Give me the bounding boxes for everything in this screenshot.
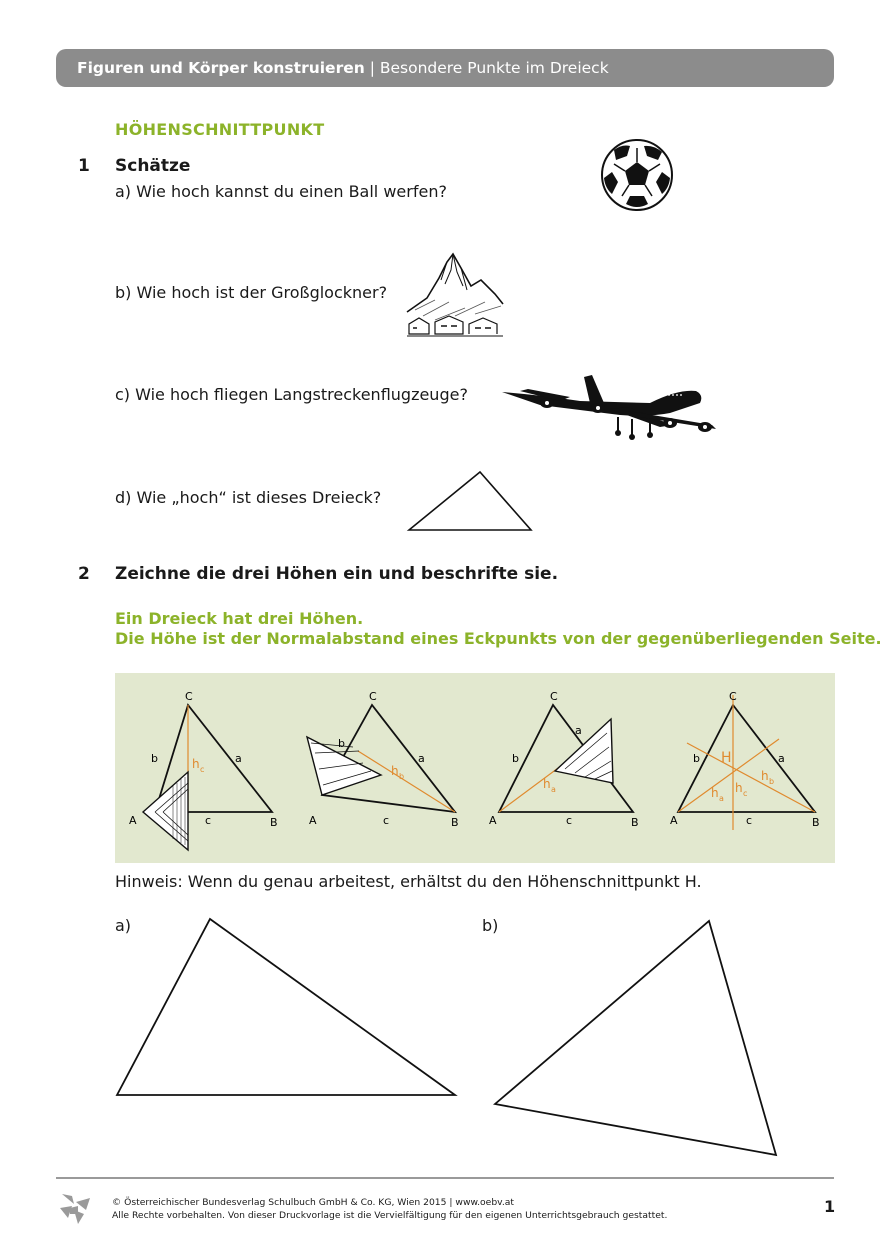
exercise-a-label: a)	[115, 916, 132, 935]
label-b: b	[693, 752, 700, 765]
label-b: b	[151, 752, 158, 765]
label-ha: h	[711, 786, 719, 800]
task1-title: Schätze	[115, 156, 191, 176]
exercise-triangle-a[interactable]	[110, 910, 462, 1102]
label-b: b	[512, 752, 519, 765]
hint-text: Hinweis: Wenn du genau arbeitest, erhältst du den Höhenschnittpunkt H.	[115, 872, 702, 891]
section-title: HÖHENSCHNITTPUNKT	[115, 120, 325, 139]
label-B: B	[631, 816, 639, 829]
publisher-logo	[56, 1190, 92, 1226]
label-c: c	[746, 814, 753, 827]
label-a: a	[235, 752, 242, 765]
diagram-height-b	[307, 690, 459, 829]
label-A: A	[309, 814, 317, 827]
mountain-icon	[405, 250, 505, 338]
label-B: B	[270, 816, 278, 829]
exercise-triangle-b[interactable]	[488, 914, 782, 1162]
label-hb-sub: b	[769, 777, 775, 786]
page-number: 1	[824, 1197, 836, 1216]
label-hb: h	[761, 769, 769, 783]
label-c: c	[566, 814, 573, 827]
definition-line2: Die Höhe ist der Normalabstand eines Eckpunkts von der gegenüberliegenden Seite.	[115, 629, 882, 648]
soccer-ball-icon	[600, 138, 674, 212]
definition-line1: Ein Dreieck hat drei Höhen.	[115, 609, 364, 628]
label-B: B	[812, 816, 820, 829]
header-separator: |	[364, 59, 380, 77]
label-C: C	[185, 690, 193, 703]
label-b: b	[338, 737, 345, 750]
label-hc: h	[192, 757, 200, 771]
header-bar	[56, 49, 834, 87]
header-subtitle: Besondere Punkte im Dreieck	[379, 59, 609, 77]
label-A: A	[129, 814, 137, 827]
label-ha: h	[543, 777, 551, 791]
task1-question-d: d) Wie „hoch“ ist dieses Dreieck?	[115, 488, 382, 507]
label-A: A	[670, 814, 678, 827]
task2-title: Zeichne die drei Höhen ein und beschrifte sie.	[115, 564, 559, 584]
small-triangle	[405, 468, 535, 534]
label-c: c	[383, 814, 390, 827]
label-C: C	[369, 690, 377, 703]
header-title: Figuren und Körper konstruieren	[77, 59, 365, 77]
diagram-height-c	[129, 690, 278, 850]
diagram-height-a	[489, 690, 639, 829]
label-ha-sub: a	[719, 794, 724, 803]
label-B: B	[451, 816, 459, 829]
footer-divider	[56, 1177, 834, 1179]
label-ha-sub: a	[551, 785, 556, 794]
task1-number: 1	[78, 156, 90, 176]
footer-text	[112, 1196, 667, 1222]
label-hc-sub: c	[743, 789, 748, 798]
label-H: H	[721, 750, 732, 766]
task1-question-a: a) Wie hoch kannst du einen Ball werfen?	[115, 182, 447, 201]
task1-question-b: b) Wie hoch ist der Großglockner?	[115, 283, 388, 302]
label-c: c	[205, 814, 212, 827]
diagram-orthocenter	[670, 690, 820, 830]
label-C: C	[550, 690, 558, 703]
airplane-icon	[500, 375, 722, 441]
label-hc-sub: c	[200, 765, 205, 774]
label-a: a	[418, 752, 425, 765]
instruction-diagrams	[115, 673, 835, 863]
label-C: C	[729, 690, 737, 703]
label-A: A	[489, 814, 497, 827]
label-a: a	[575, 724, 582, 737]
exercise-b-label: b)	[482, 916, 499, 935]
footer-copyright: © Österreichischer Bundesverlag Schulbuch GmbH & Co. KG, Wien 2015 | www.oebv.at	[112, 1197, 515, 1208]
label-hb: h	[391, 764, 399, 778]
label-hb-sub: b	[399, 772, 405, 781]
label-hc: h	[735, 781, 743, 795]
task2-number: 2	[78, 564, 90, 584]
label-a: a	[778, 752, 785, 765]
footer-rights: Alle Rechte vorbehalten. Von dieser Druckvorlage ist die Vervielfältigung für den eigenen Unterrichtsgebrauch gestattet.	[112, 1210, 668, 1221]
task1-question-c: c) Wie hoch fliegen Langstreckenflugzeuge?	[115, 385, 468, 404]
